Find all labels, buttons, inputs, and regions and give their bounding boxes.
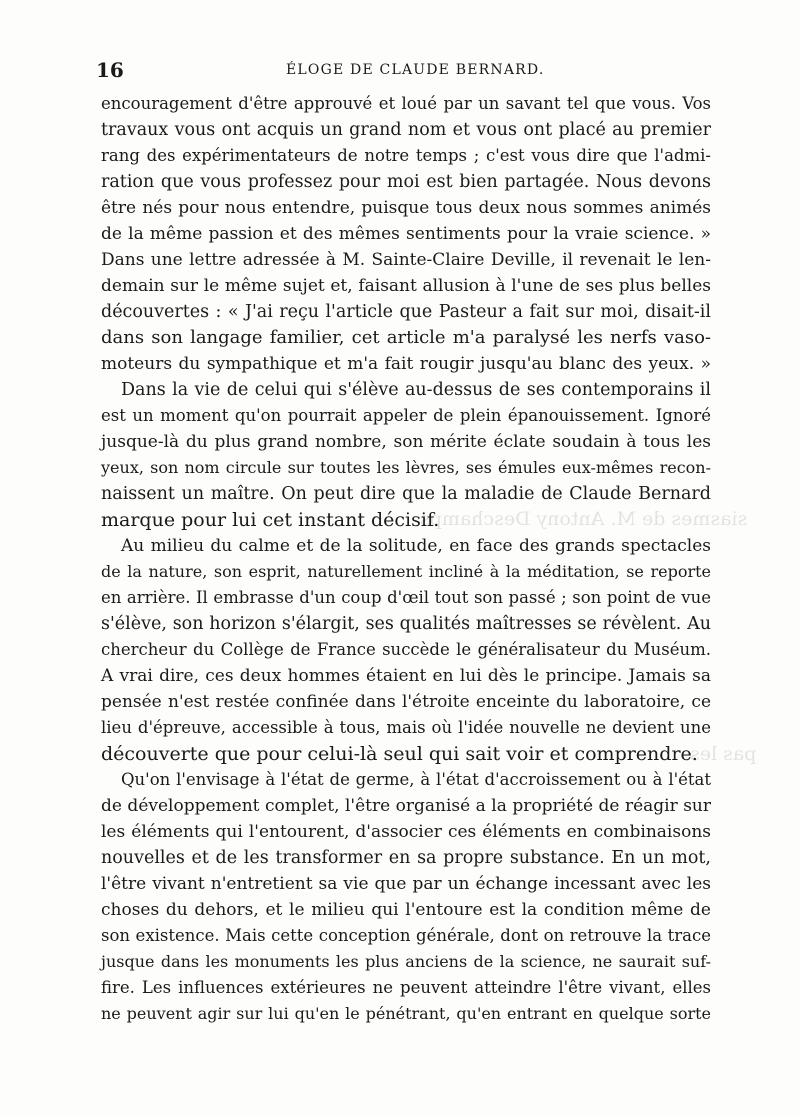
text-line: moteurs du sympathique et m'a fait rougir jusqu'au blanc des yeux. » xyxy=(101,354,711,374)
running-title: ÉLOGE DE CLAUDE BERNARD. xyxy=(286,62,545,78)
text-line: de développement complet, l'être organisé a la propriété de réagir sur xyxy=(101,796,711,816)
text-line: dans son langage familier, cet article m'a paralysé les nerfs vaso- xyxy=(101,327,711,348)
bleed-through-text: pas les xyxy=(690,743,757,765)
text-line: travaux vous ont acquis un grand nom et vous ont placé au premier xyxy=(101,120,711,140)
paragraph-start-line: Dans la vie de celui qui s'élève au-dessus de ses contemporains il xyxy=(121,380,711,400)
text-line: en arrière. Il embrasse d'un coup d'œil tout son passé ; son point de vue xyxy=(101,588,711,607)
text-line: son existence. Mais cette conception générale, dont on retrouve la trace xyxy=(101,926,711,945)
text-line: rang des expérimentateurs de notre temps ; c'est vous dire que l'admi- xyxy=(101,146,711,165)
text-line: l'être vivant n'entretient sa vie que par un échange incessant avec les xyxy=(101,874,711,894)
text-line: demain sur le même sujet et, faisant allusion à l'une de ses plus belles xyxy=(101,276,711,296)
text-line: A vrai dire, ces deux hommes étaient en lui dès le principe. Jamais sa xyxy=(101,666,711,686)
page-number: 16 xyxy=(96,58,124,82)
text-line: de la nature, son esprit, naturellement incliné à la méditation, se reporte xyxy=(101,562,711,581)
text-line: Dans une lettre adressée à M. Sainte-Claire Deville, il revenait le len- xyxy=(101,250,711,270)
text-line: ration que vous professez pour moi est bien partagée. Nous devons xyxy=(101,172,711,192)
text-line: nouvelles et de les transformer en sa propre substance. En un mot, xyxy=(101,848,711,868)
text-line: chercheur du Collège de France succède le généralisateur du Muséum. xyxy=(101,640,711,659)
paragraph-end-line: marque pour lui cet instant décisif. xyxy=(101,509,440,531)
paragraph-end-line: découverte que pour celui-là seul qui sait voir et comprendre. xyxy=(101,743,698,765)
text-line: s'élève, son horizon s'élargit, ses qualités maîtresses se révèlent. Au xyxy=(101,614,711,634)
text-line: être nés pour nous entendre, puisque tous deux nous sommes animés xyxy=(101,198,711,218)
text-line: encouragement d'être approuvé et loué par un savant tel que vous. Vos xyxy=(101,94,711,113)
text-line: les éléments qui l'entourent, d'associer ces éléments en combinaisons xyxy=(101,822,711,842)
text-line: est un moment qu'on pourrait appeler de plein épanouissement. Ignoré xyxy=(101,406,711,425)
text-line: lieu d'épreuve, accessible à tous, mais où l'idée nouvelle ne devient une xyxy=(101,718,711,737)
paragraph-start-line: Au milieu du calme et de la solitude, en face des grands spectacles xyxy=(121,536,711,556)
bleed-through-text: siasmes de M. Antony Deschamps xyxy=(420,508,748,530)
text-line: choses du dehors, et le milieu qui l'entoure est la condition même de xyxy=(101,900,711,920)
page-header xyxy=(96,58,716,82)
text-line: fire. Les influences extérieures ne peuvent atteindre l'être vivant, elles xyxy=(101,978,711,997)
text-line: découvertes : « J'ai reçu l'article que Pasteur a fait sur moi, disait-il xyxy=(101,302,711,322)
text-line: pensée n'est restée confinée dans l'étroite enceinte du laboratoire, ce xyxy=(101,692,711,712)
text-line: jusque dans les monuments les plus anciens de la science, ne saurait suf- xyxy=(101,952,711,971)
body-text xyxy=(101,91,711,1027)
text-line: de la même passion et des mêmes sentiments pour la vraie science. » xyxy=(101,224,711,244)
text-line: ne peuvent agir sur lui qu'en le pénétrant, qu'en entrant en quelque sorte xyxy=(101,1004,711,1023)
text-line: jusque-là du plus grand nombre, son mérite éclate soudain à tous les xyxy=(101,432,711,452)
paragraph-start-line: Qu'on l'envisage à l'état de germe, à l'état d'accroissement ou à l'état xyxy=(121,770,711,789)
text-line: yeux, son nom circule sur toutes les lèvres, ses émules eux-mêmes recon- xyxy=(101,458,711,477)
text-line: naissent un maître. On peut dire que la maladie de Claude Bernard xyxy=(101,484,711,504)
